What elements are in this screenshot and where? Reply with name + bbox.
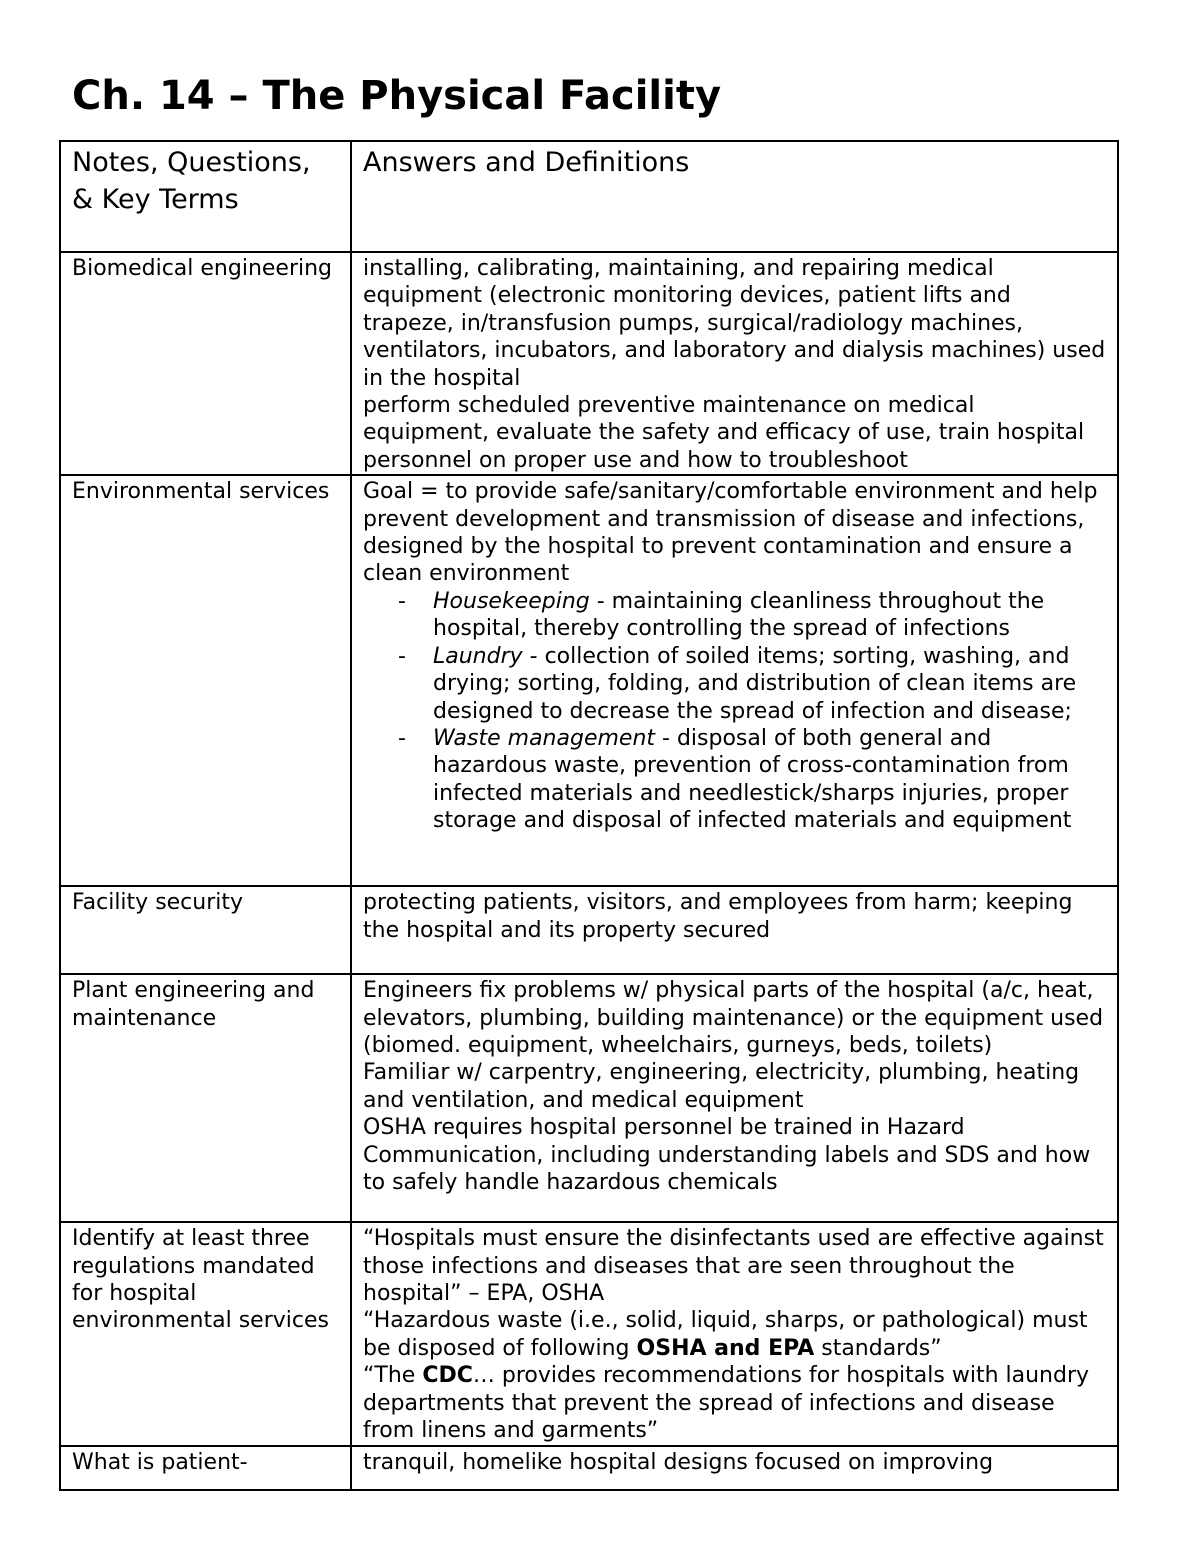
row-term: What is patient- [60,1446,351,1490]
definition-line: perform scheduled preventive maintenance on medical equipment, evaluate the safety and efficacy of use, train hospital personnel on proper use and how to troubleshoot [363,393,1085,473]
table-header-row [60,141,1118,252]
quote-text: … provides recommendations for hospitals with laundry departments that prevent the spread of infections and disease from linens and garments” [363,1363,1090,1444]
definition-line: Goal = to provide safe/sanitary/comfortable environment and help prevent development and transmission of disease and infections, designed by the hospital to prevent contamination and ensure a clean environment [363,479,1098,587]
list-item-text: - disposal of both general and hazardous waste, prevention of cross-contamination from infected materials and needlestick/sharps injuries, proper storage and disposal of infected materials and equipment [433,725,1072,834]
row-definition [351,1222,1118,1445]
table-row [60,974,1118,1222]
definition-line [363,1362,1107,1444]
definition-line: installing, calibrating, maintaining, and repairing medical equipment (electronic monitoring devices, patient lifts and trapeze, in/transfusion pumps, surgical/radiology machines, ventilators, incubators, and laboratory and dialysis machines) used in the hospital [363,256,1106,391]
page-title: Ch. 14 – The Physical Facility [72,73,722,119]
row-term: Environmental services [60,475,351,886]
dash-marker: - [398,725,406,751]
list-item [398,643,1107,725]
dash-marker: - [398,588,406,614]
table-row [60,886,1118,974]
definition-line: Familiar w/ carpentry, engineering, electricity, plumbing, heating and ventilation, and medical equipment [363,1060,1080,1113]
row-term: Facility security [60,886,351,974]
table-row [60,1446,1118,1490]
definition-line [363,1307,1107,1362]
list-item-text: - maintaining cleanliness throughout the hospital, thereby controlling the spread of infections [433,588,1045,642]
table-row [60,475,1118,886]
row-definition [351,252,1118,475]
row-definition [351,886,1118,974]
row-definition [351,1446,1118,1490]
row-definition [351,974,1118,1222]
list-item [398,725,1107,835]
table-row [60,252,1118,475]
quote-bold-text: OSHA and EPA [636,1335,815,1361]
row-term: Plant engineering and maintenance [60,974,351,1222]
definition-line: “Hospitals must ensure the disinfectants used are effective against those infections and diseases that are seen throughout the hospital” – EPA, OSHA [363,1226,1104,1307]
quote-text: standards” [814,1335,942,1361]
list-item-term: Waste management [433,725,656,751]
list-item-text: - collection of soiled items; sorting, washing, and drying; sorting, folding, and distribution of clean items are designed to decrease the spread of infection and disease; [433,643,1077,724]
definition-line: protecting patients, visitors, and employees from harm; keeping the hospital and its property secured [363,890,1073,943]
list-item-term: Housekeeping [433,588,590,614]
quote-text: “The [363,1363,423,1389]
notes-table [59,140,1119,1491]
definition-line: Engineers fix problems w/ physical parts of the hospital (a/c, heat, elevators, plumbing, building maintenance) or the equipment used (biomed. equipment, wheelchairs, gurneys, beds, toilets) [363,978,1104,1059]
definition-line: tranquil, homelike hospital designs focused on improving [363,1449,994,1475]
row-definition [351,475,1118,886]
row-term: Identify at least three regulations mandated for hospital environmental services [60,1222,351,1445]
dash-marker: - [398,643,406,669]
list-item-term: Laundry [433,643,523,669]
header-notes-questions-key-terms: Notes, Questions, & Key Terms [60,141,351,252]
table-row [60,1222,1118,1445]
quote-text: “Hazardous waste (i.e., solid, liquid, sharps, or pathological) must be disposed of following [363,1308,1088,1361]
list-item [398,588,1107,643]
bullet-list [363,588,1107,835]
quote-bold-text: CDC [422,1363,473,1389]
row-term: Biomedical engineering [60,252,351,475]
definition-line: OSHA requires hospital personnel be trained in Hazard Communication, including understanding labels and SDS and how to safely handle hazardous chemicals [363,1115,1091,1196]
header-answers-and-definitions: Answers and Definitions [351,141,1118,252]
